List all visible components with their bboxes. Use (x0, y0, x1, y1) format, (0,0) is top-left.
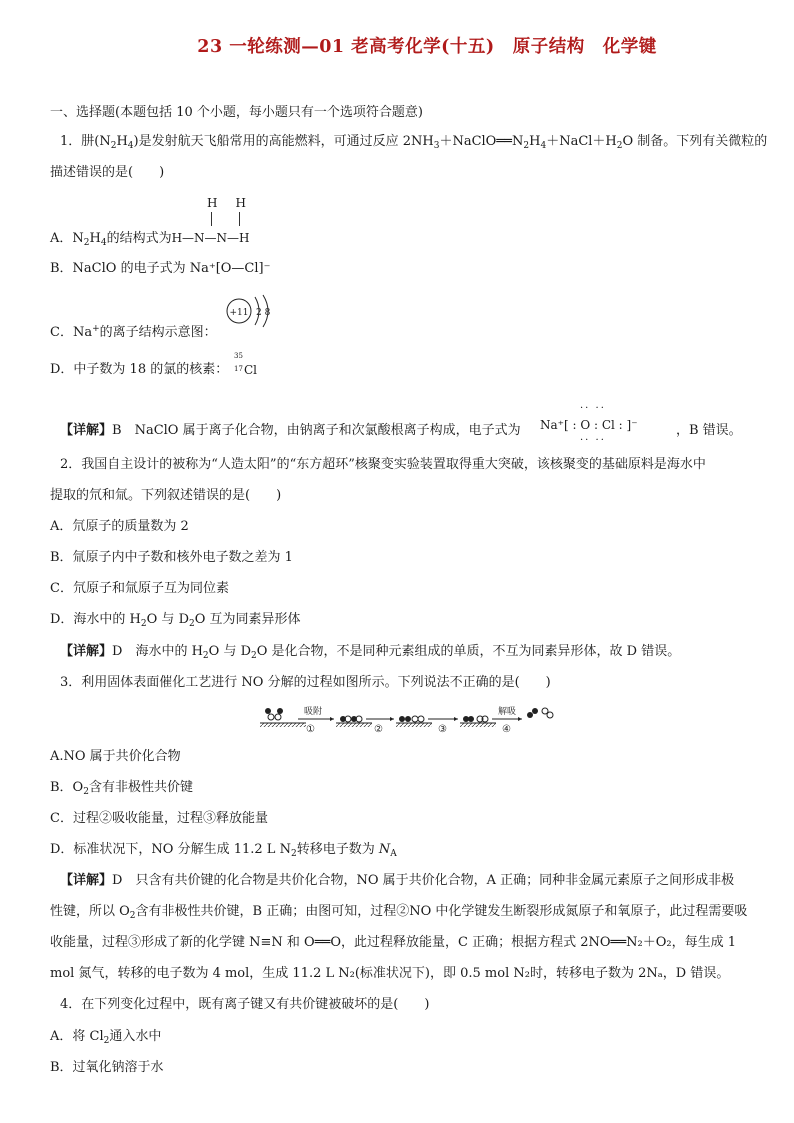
question-1-stem-line2: 描述错误的是( ) (50, 165, 165, 180)
question-1-option-b: B．NaClO 的电子式为 Na⁺[O—Cl]⁻ (50, 261, 271, 276)
question-1-option-a: A．$N_2H_4$的结构式为H—N—N—H (50, 231, 250, 248)
svg-text:③: ③ (438, 724, 447, 735)
question-4-stem: 4．在下列变化过程中，既有离子键又有共价键被破坏的是( ) (60, 997, 430, 1012)
electron-formula: ·· ·· Na⁺[ : O : Cl : ]⁻ ·· ·· (540, 403, 638, 446)
question-4-option-b: B．过氧化钠溶于水 (50, 1060, 164, 1075)
question-2-stem: 2．我国自主设计的被称为“人造太阳”的“东方超环”核聚变实验装置取得重大突破，该核聚变的基础原料是海水中 (60, 457, 706, 472)
bond-line (211, 212, 212, 226)
catalysis-process-diagram (258, 701, 558, 737)
question-3-detail-line2: 性键，所以 $O_2$含有非极性共价键，B 正确；由图可知，过程②NO 中化学键发生断裂形成氮原子和氧原子，此过程需要吸 (50, 904, 748, 921)
bond-line (239, 212, 240, 226)
question-2-detail: 【详解】D 海水中的 $H_2O$ 与 $D_2O$ 是化合物，不是同种元素组成的单质，不互为同素异形体，故 D 错误。 (60, 644, 681, 661)
question-3-option-a: A.NO 属于共价化合物 (50, 749, 181, 764)
question-3-stem: 3．利用固体表面催化工艺进行 NO 分解的过程如图所示。下列说法不正确的是( ) (60, 675, 551, 690)
question-3-detail-line1: 【详解】D 只含有共价键的化合物是共价化合物，NO 属于共价化合物，A 正确；同种非金属元素原子之间形成非极 (60, 873, 735, 888)
page-title: 23 一轮练测—01 老高考化学(十五) 原子结构 化学键 (197, 37, 657, 57)
detail-end: ，B 错误。 (676, 423, 742, 438)
section-heading: 一、选择题(本题包括 10 个小题，每小题只有一个选项符合题意) (50, 105, 423, 120)
svg-text:解吸: 解吸 (498, 707, 517, 717)
ion-structure-diagram (225, 293, 285, 329)
question-1-detail: 【详解】B NaClO 属于离子化合物，由钠离子和次氯酸根离子构成，电子式为 (60, 423, 521, 438)
nuclide-symbol: 35 17 (234, 352, 243, 373)
question-3-option-c: C．过程②吸收能量，过程③释放能量 (50, 811, 268, 826)
question-1-option-d: D．中子数为 18 的氯的核素： (50, 362, 229, 377)
question-3-option-b: B．$O_2$含有非极性共价键 (50, 780, 193, 797)
question-1-option-c: C．Na+的离子结构示意图： (50, 324, 217, 340)
question-3-detail-line3: 收能量，过程③形成了新的化学键 N≡N 和 O══O，此过程释放能量，C 正确；根据方程式 2NO══N₂＋O₂，每生成 1 (50, 935, 737, 950)
svg-text:吸附: 吸附 (304, 707, 323, 717)
question-3-detail-line4: mol 氮气，转移的电子数为 4 mol，生成 11.2 L N₂(标准状况下)，即 0.5 mol N₂时，转移电子数为 2Nₐ，D 错误。 (50, 966, 730, 981)
question-2-option-d: D．海水中的 $H_2O$ 与 $D_2O$ 互为同素异形体 (50, 612, 301, 629)
question-2-option-c: C．氘原子和氚原子互为同位素 (50, 581, 229, 596)
question-1-stem: 1．肼$(N_2H_4)$是发射航天飞船常用的高能燃料，可通过反应 $2NH_3+NaClO══N_2H_4+NaCl+H_2O$ 制备。下列有关微粒的 (60, 134, 768, 151)
question-2-option-b: B．氚原子内中子数和核外电子数之差为 1 (50, 550, 293, 565)
svg-text:①: ① (306, 724, 315, 735)
structural-formula-top: H H (207, 196, 249, 210)
question-3-option-d: D．标准状况下，NO 分解生成 11.2 L $N_2$转移电子数为 $N_A$ (50, 842, 397, 859)
question-2-option-a: A．氘原子的质量数为 2 (50, 519, 189, 534)
nucleus-charge: +11 (229, 308, 249, 318)
electron-shells: 2 8 (256, 308, 271, 318)
nuclide-element: Cl (244, 363, 258, 377)
svg-text:④: ④ (502, 724, 511, 735)
svg-text:②: ② (374, 724, 383, 735)
question-4-option-a: A．将 $Cl_2$通入水中 (50, 1029, 162, 1046)
question-2-stem-line2: 提取的氘和氚。下列叙述错误的是( ) (50, 488, 282, 503)
